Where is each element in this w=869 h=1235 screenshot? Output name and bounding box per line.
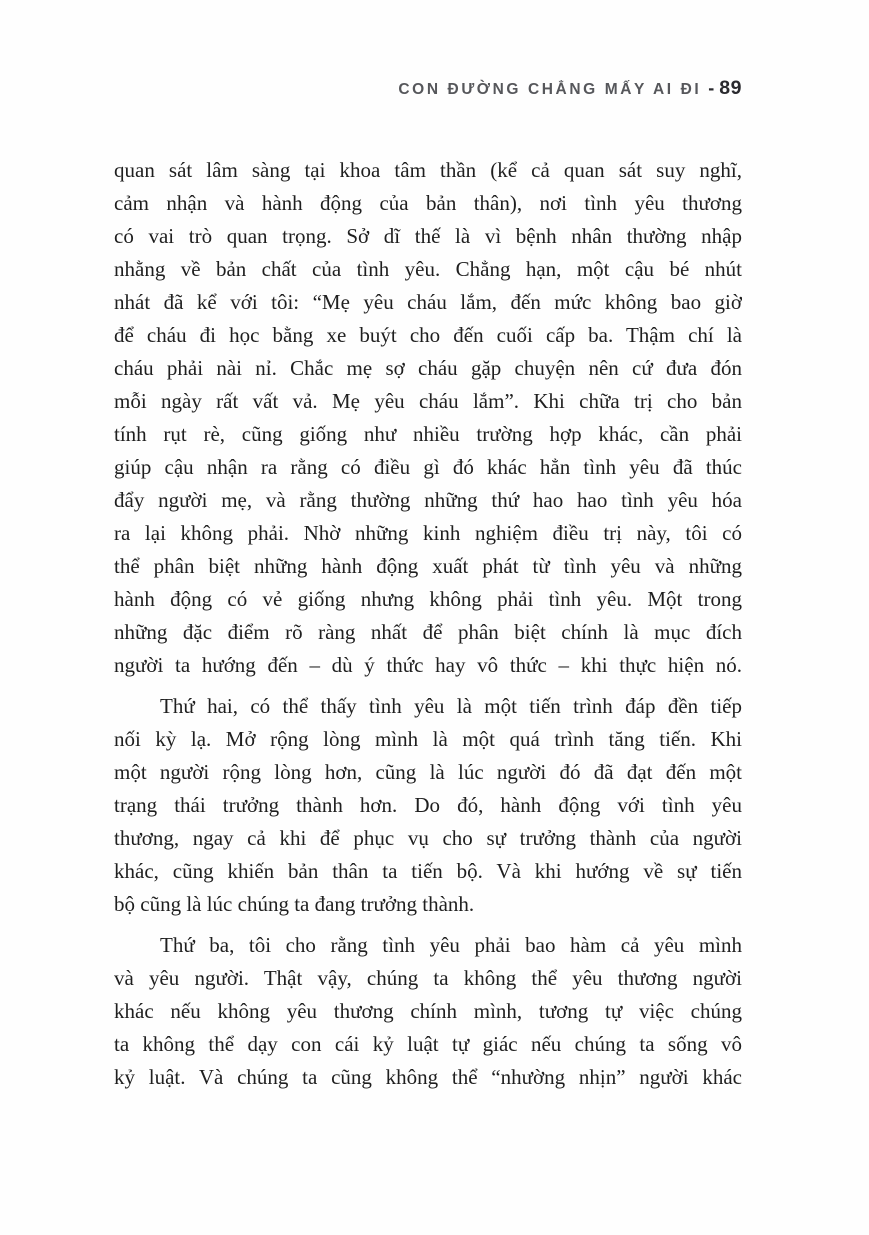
text-line: có vai trò quan trọng. Sở dĩ thế là vì bệnh nhân thường nhập: [114, 224, 742, 248]
text-line: để cháu đi học bằng xe buýt cho đến cuối cấp ba. Thậm chí là: [114, 323, 742, 347]
text-line: Thứ ba, tôi cho rằng tình yêu phải bao hàm cả yêu mình: [160, 933, 742, 957]
text-line: một người rộng lòng hơn, cũng là lúc người đó đã đạt đến một: [114, 760, 742, 784]
text-line: những đặc điểm rõ ràng nhất để phân biệt chính là mục đích: [114, 620, 742, 644]
text-line: quan sát lâm sàng tại khoa tâm thần (kể cả quan sát suy nghĩ,: [114, 158, 742, 182]
text-line: khác, cũng khiến bản thân ta tiến bộ. Và khi hướng về sự tiến: [114, 859, 742, 883]
text-line: người ta hướng đến – dù ý thức hay vô thức – khi thực hiện nó.: [114, 653, 742, 677]
paragraph: [114, 929, 742, 1094]
text-line: khác nếu không yêu thương chính mình, tương tự việc chúng: [114, 999, 742, 1023]
header-separator: -: [708, 78, 715, 98]
paragraph: [114, 154, 742, 682]
header-chapter-title: CON ĐƯỜNG CHẲNG MẤY AI ĐI: [398, 81, 702, 98]
text-line: Thứ hai, có thể thấy tình yêu là một tiến trình đáp đền tiếp: [160, 694, 742, 718]
running-header: [114, 0, 742, 98]
paragraph: [114, 690, 742, 921]
text-line: cháu phải nài nỉ. Chắc mẹ sợ cháu gặp chuyện nên cứ đưa đón: [114, 356, 742, 380]
text-line: nhát đã kể với tôi: “Mẹ yêu cháu lắm, đến mức không bao giờ: [114, 290, 742, 314]
text-line: mỗi ngày rất vất vả. Mẹ yêu cháu lắm”. Khi chữa trị cho bản: [114, 389, 742, 413]
text-line: trạng thái trưởng thành hơn. Do đó, hành động với tình yêu: [114, 793, 742, 817]
text-line: tính rụt rè, cũng giống như nhiều trường hợp khác, cần phải: [114, 422, 742, 446]
text-line: bộ cũng là lúc chúng ta đang trưởng thành.: [114, 892, 475, 916]
page-content: [114, 0, 742, 1094]
text-line: nối kỳ lạ. Mở rộng lòng mình là một quá trình tăng tiến. Khi: [114, 727, 742, 751]
text-line: ra lại không phải. Nhờ những kinh nghiệm điều trị này, tôi có: [114, 521, 742, 545]
text-line: hành động có vẻ giống nhưng không phải tình yêu. Một trong: [114, 587, 742, 611]
text-line: giúp cậu nhận ra rằng có điều gì đó khác hẳn tình yêu đã thúc: [114, 455, 742, 479]
text-line: thương, ngay cả khi để phục vụ cho sự trưởng thành của người: [114, 826, 742, 850]
text-line: nhằng về bản chất của tình yêu. Chẳng hạn, một cậu bé nhút: [114, 257, 742, 281]
header-page-number: 89: [719, 77, 742, 99]
text-line: đẩy người mẹ, và rằng thường những thứ hao hao tình yêu hóa: [114, 488, 742, 512]
text-line: cảm nhận và hành động của bản thân), nơi tình yêu thương: [114, 191, 742, 215]
text-line: và yêu người. Thật vậy, chúng ta không thể yêu thương người: [114, 966, 742, 990]
text-line: thể phân biệt những hành động xuất phát từ tình yêu và những: [114, 554, 742, 578]
body-text: [114, 154, 742, 1094]
text-line: kỷ luật. Và chúng ta cũng không thể “nhường nhịn” người khác: [114, 1065, 742, 1089]
text-line: ta không thể dạy con cái kỷ luật tự giác nếu chúng ta sống vô: [114, 1032, 742, 1056]
